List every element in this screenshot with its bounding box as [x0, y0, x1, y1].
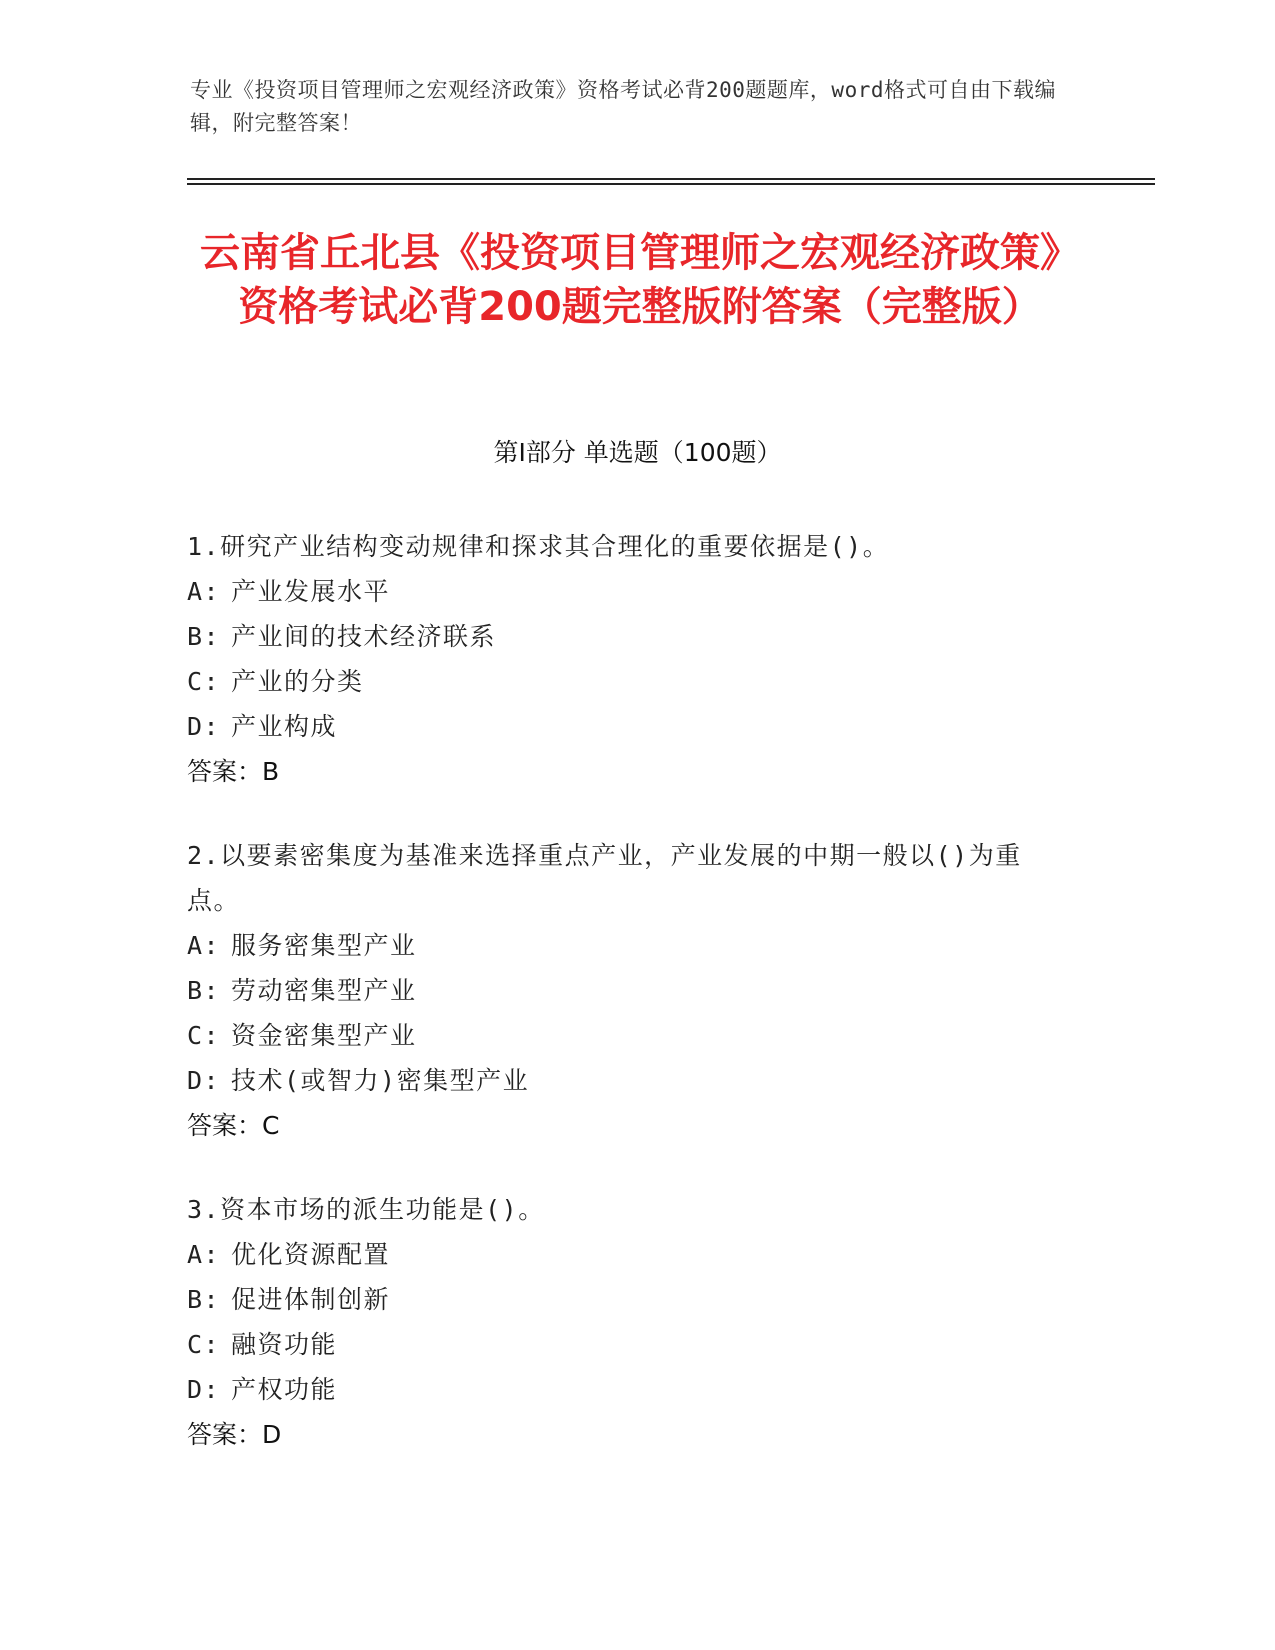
- option-key: A:: [187, 931, 221, 960]
- option-key: C:: [187, 1021, 221, 1050]
- header-note: 专业《投资项目管理师之宏观经济政策》资格考试必背200题题库，word格式可自由下载编辑，附完整答案！: [190, 78, 1056, 135]
- option-key: D:: [187, 712, 221, 741]
- document-title: 云南省丘北县《投资项目管理师之宏观经济政策》资格考试必背200题完整版附答案（完整版）: [200, 230, 1080, 330]
- option-text: 产业的分类: [231, 667, 364, 696]
- option-text: 优化资源配置: [231, 1240, 391, 1269]
- answer-line: 答案：D: [187, 1420, 282, 1449]
- question-list: [187, 524, 1067, 1496]
- option-text: 产业间的技术经济联系: [231, 622, 497, 651]
- option-key: B:: [187, 976, 221, 1005]
- option-text: 产业构成: [231, 712, 338, 741]
- option-key: D:: [187, 1066, 221, 1095]
- answer-line: 答案：B: [187, 757, 280, 786]
- option-key: B:: [187, 622, 221, 651]
- option-text: 劳动密集型产业: [231, 976, 417, 1005]
- question-stem: 3.资本市场的派生功能是()。: [187, 1195, 545, 1224]
- option-d: [187, 704, 1067, 749]
- option-d: [187, 1058, 1067, 1103]
- option-c: [187, 659, 1067, 704]
- answer-line: 答案：C: [187, 1111, 280, 1140]
- option-text: 融资功能: [231, 1330, 338, 1359]
- header-divider-bottom: [187, 183, 1155, 185]
- option-text: 产权功能: [231, 1375, 338, 1404]
- option-text: 技术(或智力)密集型产业: [231, 1066, 530, 1095]
- section-title: 第I部分 单选题（100题）: [493, 438, 782, 467]
- option-b: [187, 1277, 1067, 1322]
- option-key: D:: [187, 1375, 221, 1404]
- header-divider-top: [187, 178, 1155, 180]
- option-a: [187, 569, 1067, 614]
- option-key: B:: [187, 1285, 221, 1314]
- option-text: 产业发展水平: [231, 577, 391, 606]
- option-d: [187, 1367, 1067, 1412]
- option-c: [187, 1013, 1067, 1058]
- option-a: [187, 1232, 1067, 1277]
- question-3: [187, 1187, 1067, 1457]
- option-key: C:: [187, 1330, 221, 1359]
- question-stem: 1.研究产业结构变动规律和探求其合理化的重要依据是()。: [187, 532, 890, 561]
- question-1: [187, 524, 1067, 794]
- option-key: C:: [187, 667, 221, 696]
- option-b: [187, 614, 1067, 659]
- option-key: A:: [187, 1240, 221, 1269]
- option-c: [187, 1322, 1067, 1367]
- option-text: 资金密集型产业: [231, 1021, 417, 1050]
- option-a: [187, 923, 1067, 968]
- option-text: 服务密集型产业: [231, 931, 417, 960]
- option-text: 促进体制创新: [231, 1285, 391, 1314]
- option-b: [187, 968, 1067, 1013]
- question-stem: 2.以要素密集度为基准来选择重点产业，产业发展的中期一般以()为重点。: [187, 841, 1022, 915]
- question-2: [187, 833, 1067, 1148]
- option-key: A:: [187, 577, 221, 606]
